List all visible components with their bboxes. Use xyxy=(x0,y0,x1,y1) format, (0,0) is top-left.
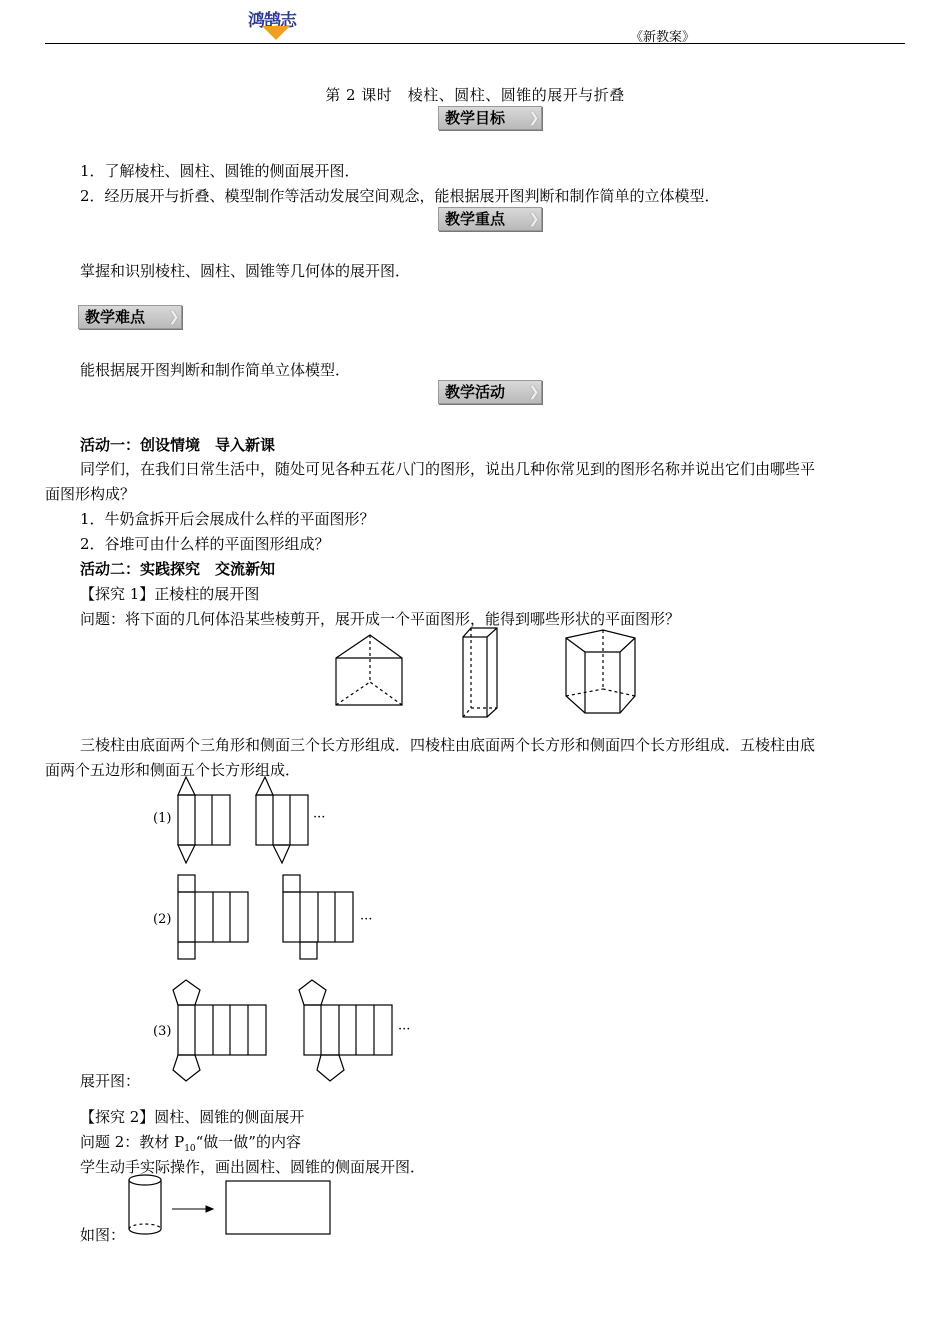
badge-key-points xyxy=(438,207,542,231)
explanation-line1: 三棱柱由底面两个三角形和侧面三个长方形组成．四棱柱由底面两个长方形和侧面四个长方形组成．五棱柱由底 xyxy=(80,736,816,754)
cylinder-unfold-figure xyxy=(125,1172,335,1242)
chevron-right-icon: ❯ xyxy=(528,211,540,227)
badge-difficulties-label: 教学难点 xyxy=(85,308,146,326)
net-ellipsis-3: ··· xyxy=(398,1022,411,1037)
explore1-question: 问题：将下面的几何体沿某些棱剪开，展开成一个平面图形，能得到哪些形状的平面图形？ xyxy=(80,610,681,628)
chevron-right-icon: ❯ xyxy=(528,110,540,126)
arrow-right-icon xyxy=(172,1206,213,1212)
chevron-right-icon: ❯ xyxy=(528,384,540,400)
badge-difficulties xyxy=(78,305,182,329)
prism-nets-figure xyxy=(170,775,400,1085)
explore1-title: 【探究 1】正棱柱的展开图 xyxy=(80,585,260,603)
square-prism-net-a xyxy=(178,875,248,959)
badge-key-points-label: 教学重点 xyxy=(445,210,506,228)
key-points-text: 掌握和识别棱柱、圆柱、圆锥等几何体的展开图． xyxy=(80,262,411,280)
badge-activities xyxy=(438,380,542,404)
square-prism-net-b xyxy=(283,875,353,959)
explore2-question-page: 10 xyxy=(184,1144,196,1154)
objective-1: 1．了解棱柱、圆柱、圆锥的侧面展开图． xyxy=(80,162,360,180)
objective-2: 2．经历展开与折叠、模型制作等活动发展空间观念，能根据展开图判断和制作简单的立体模型． xyxy=(80,187,720,205)
activity1-question-1: 1．牛奶盒拆开后会展成什么样的平面图形？ xyxy=(80,510,375,528)
activity1-heading: 活动一：创设情境 导入新课 xyxy=(80,436,276,454)
unfold-label: 展开图： xyxy=(80,1072,141,1090)
activity2-heading: 活动二：实践探究 交流新知 xyxy=(80,560,276,578)
explore2-question-suffix: “做一做”的内容 xyxy=(195,1133,301,1151)
lateral-surface-rectangle xyxy=(226,1181,330,1234)
net-ellipsis-1: ··· xyxy=(313,810,326,825)
badge-activities-label: 教学活动 xyxy=(445,383,506,401)
activity1-intro-line1: 同学们，在我们日常生活中，随处可见各种五花八门的图形，说出几种你常见到的图形名称并说出它们由哪些平 xyxy=(80,460,816,478)
logo-text: 鸿鹄志 xyxy=(248,11,296,31)
explore2-title: 【探究 2】圆柱、圆锥的侧面展开 xyxy=(80,1108,305,1126)
badge-objectives-label: 教学目标 xyxy=(445,109,506,127)
net-label-3: (3) xyxy=(153,1024,172,1039)
chevron-right-icon: ❯ xyxy=(168,309,180,325)
header-divider xyxy=(45,43,905,44)
triangular-prism-net-a xyxy=(178,777,230,863)
net-ellipsis-2: ··· xyxy=(360,912,373,927)
publisher-logo xyxy=(248,6,310,42)
logo-check-icon xyxy=(262,26,290,40)
explore2-question-prefix: 问题 2：教材 P xyxy=(80,1133,185,1151)
pentagonal-prism-net-a xyxy=(173,980,266,1081)
triangular-prism xyxy=(336,635,402,705)
explore2-question xyxy=(80,1131,301,1154)
as-shown-label: 如图： xyxy=(80,1226,126,1244)
triangular-prism-net-b xyxy=(256,777,308,863)
net-label-2: (2) xyxy=(153,912,172,927)
badge-objectives xyxy=(438,106,542,130)
explore2-task: 学生动手实际操作，画出圆柱、圆锥的侧面展开图． xyxy=(80,1158,426,1176)
activity1-intro-line2: 面图形构成？ xyxy=(45,485,136,503)
pentagonal-prism xyxy=(566,630,635,713)
explanation-line2: 面两个五边形和侧面五个长方形组成． xyxy=(45,761,301,779)
activity1-question-2: 2．谷堆可由什么样的平面图形组成？ xyxy=(80,535,330,553)
cylinder xyxy=(129,1175,161,1234)
square-prism xyxy=(463,628,497,717)
difficulties-text: 能根据展开图判断和制作简单立体模型． xyxy=(80,361,351,379)
book-title: 《新教案》 xyxy=(629,30,695,45)
net-label-1: (1) xyxy=(153,811,172,826)
lesson-title: 第 2 课时 棱柱、圆柱、圆锥的展开与折叠 xyxy=(325,86,625,104)
pentagonal-prism-net-b xyxy=(299,980,392,1081)
prisms-figure xyxy=(330,625,640,725)
